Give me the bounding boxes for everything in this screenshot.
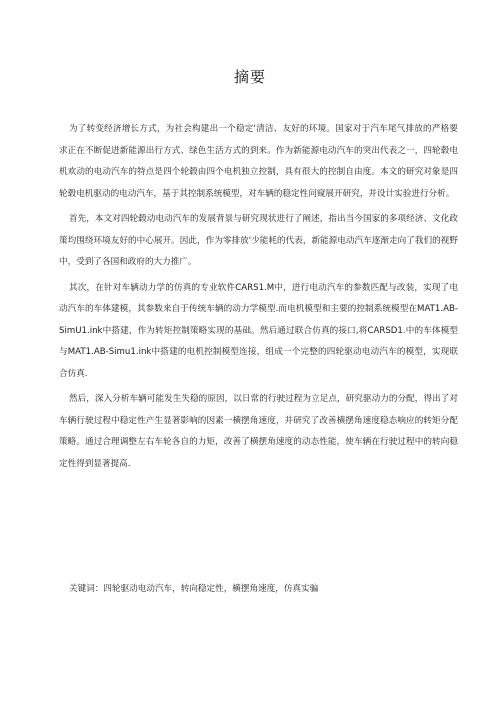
keywords-line: 关键词：四轮驱动电动汽车，转向稳定性，横摆角速度，仿真实骗 [69, 584, 319, 594]
abstract-title: 摘要 [233, 68, 266, 86]
abstract-paragraph-1: 为了转变经济增长方式，为社会构建出一个稳定'清洁、友好的环境。国家对于汽车尾气排放的严格要求正在不断促进新能源出行方式、绿色生活方式的到来。作为新能源电动汽车的突出代表之一，四轮毂电机欢动的电动汽车的特点是四个轮毂由四个电机独立控制，具有很大的控制自由度。本文的研究对象是四轮毂电机驱动的电动汽车，基于其控制系统模型，对车辆的稳定性问窥展开研究，并设计实验进行分析。 [59, 124, 458, 199]
abstract-body [59, 119, 458, 479]
abstract-paragraph-2: 首先，本文对四轮毂动电动汽车的发展背景与研究现状进行了阐述，指出当今国家的多项经济、文化政策均围绕环境友好的中心展开。因此，作为零排放'少能耗的代表，新能源电动汽车逐渐走向了我们的视野中，受到了各国和政府的大力推广。 [59, 214, 458, 267]
abstract-paragraph-4: 然后，深入分析车辆可能发生失稳的原因，以日常的行驶过程为立足点，研究驱动力的分配，得出了对车辆行驶过程中稳定性产生显著影响的因素一横摆角速度，并研究了改善横摆角速度稳态响应的转矩分配策略。通过合理调整左右车轮各自的力矩，改善了横摆角速度的动态性能，使车辆在行驶过程中的转向稳定性得到显著提高. [59, 394, 458, 469]
abstract-paragraph-3: 其次，在针对车辆动力学的仿真的专业软件CARS1.M中，进行电动汽车的参数匹配与改装，实现了电动汽车的车体建模，其参数来自于传统车辆的动力学模型.而电机模型和主要的控制系统模型在MAT1.AB-SimU1.ink中搭建，作为转矩控制策略实现的基础。然后通过联合仿真的接口,将CARSD1.中的车体模型与MAT1.AB-Simu1.ink中搭建的电机控制模型连接，组成一个完整的四轮驱动电动汽车的模型，实现联合仿真. [59, 282, 458, 379]
